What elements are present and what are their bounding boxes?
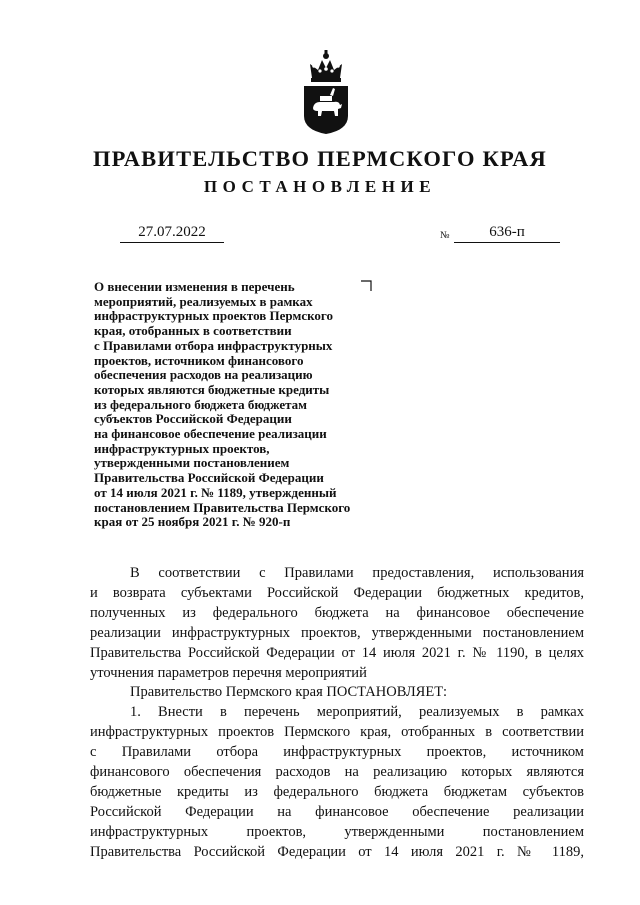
number-sign: № [440,230,450,241]
subject-line: обеспечения расходов на реализацию [94,367,313,383]
document-type-title: ПОСТАНОВЛЕНИЕ [203,177,437,196]
body-line: бюджетные кредиты из федерального бюджета бюджетам субъектов [90,783,584,800]
subject-line: постановлением Правительства Пермского [94,499,351,515]
subject-line: инфраструктурных проектов Пермского [94,308,333,324]
body-line: полученных из федерального бюджета на финансовое обеспечение [90,604,584,621]
subject-line: субъектов Российской Федерации [94,411,292,427]
document-subject [94,280,414,530]
body-line: с Правилами отбора инфраструктурных проектов, источником [90,744,584,761]
body-line: В соответствии с Правилами предоставления, использования [130,565,584,581]
body-line: инфраструктурных проектов, утвержденными постановлением [90,823,584,840]
subject-line: которых являются бюджетные кредиты [94,381,330,397]
perm-krai-coat-of-arms-icon [300,48,352,136]
subject-line: инфраструктурных проектов, [94,440,270,456]
subject-line: края, отобранных в соответствии [94,323,292,339]
subject-line: от 14 июля 2021 г. № 1189, утвержденный [94,484,337,500]
subject-line: утвержденными постановлением [94,455,290,471]
subject-line: Правительства Российской Федерации [94,470,324,486]
subject-line: О внесении изменения в перечень [94,279,295,294]
body-line: Правительства Российской Федерации от 14 июля 2021 г. № 1189, [90,843,584,860]
subject-line: мероприятий, реализуемых в рамках [94,293,313,309]
body-line: Российской Федерации на финансовое обеспечение реализации [90,803,584,820]
document-body [90,564,584,863]
subject-line: с Правилами отбора инфраструктурных [94,337,333,353]
subject-line: края от 25 ноября 2021 г. № 920-п [94,514,291,530]
body-line: финансового обеспечения расходов на реализацию которых являются [90,764,584,781]
document-number: 636-п [454,224,560,243]
body-line: Правительства Российской Федерации от 14 июля 2021 г. № 1190, в целях [90,644,584,661]
body-line: реализации инфраструктурных проектов, утвержденными постановлением [90,624,584,641]
subject-line: из федерального бюджета бюджетам [94,396,308,412]
body-line: 1. Внести в перечень мероприятий, реализуемых в рамках [130,704,584,721]
body-line: и возврата субъектами Российской Федерации бюджетных кредитов, [90,584,584,601]
subject-line: на финансовое обеспечение реализации [94,426,327,442]
body-line: Правительство Пермского края ПОСТАНОВЛЯЕТ: [130,684,448,701]
body-line: уточнения параметров перечня мероприятий [90,664,367,681]
document-date: 27.07.2022 [120,224,224,243]
body-line: инфраструктурных проектов Пермского края, отобранных в соответствии [90,724,584,741]
subject-line: проектов, источником финансового [94,352,304,368]
government-title: ПРАВИТЕЛЬСТВО ПЕРМСКОГО КРАЯ [92,146,548,171]
